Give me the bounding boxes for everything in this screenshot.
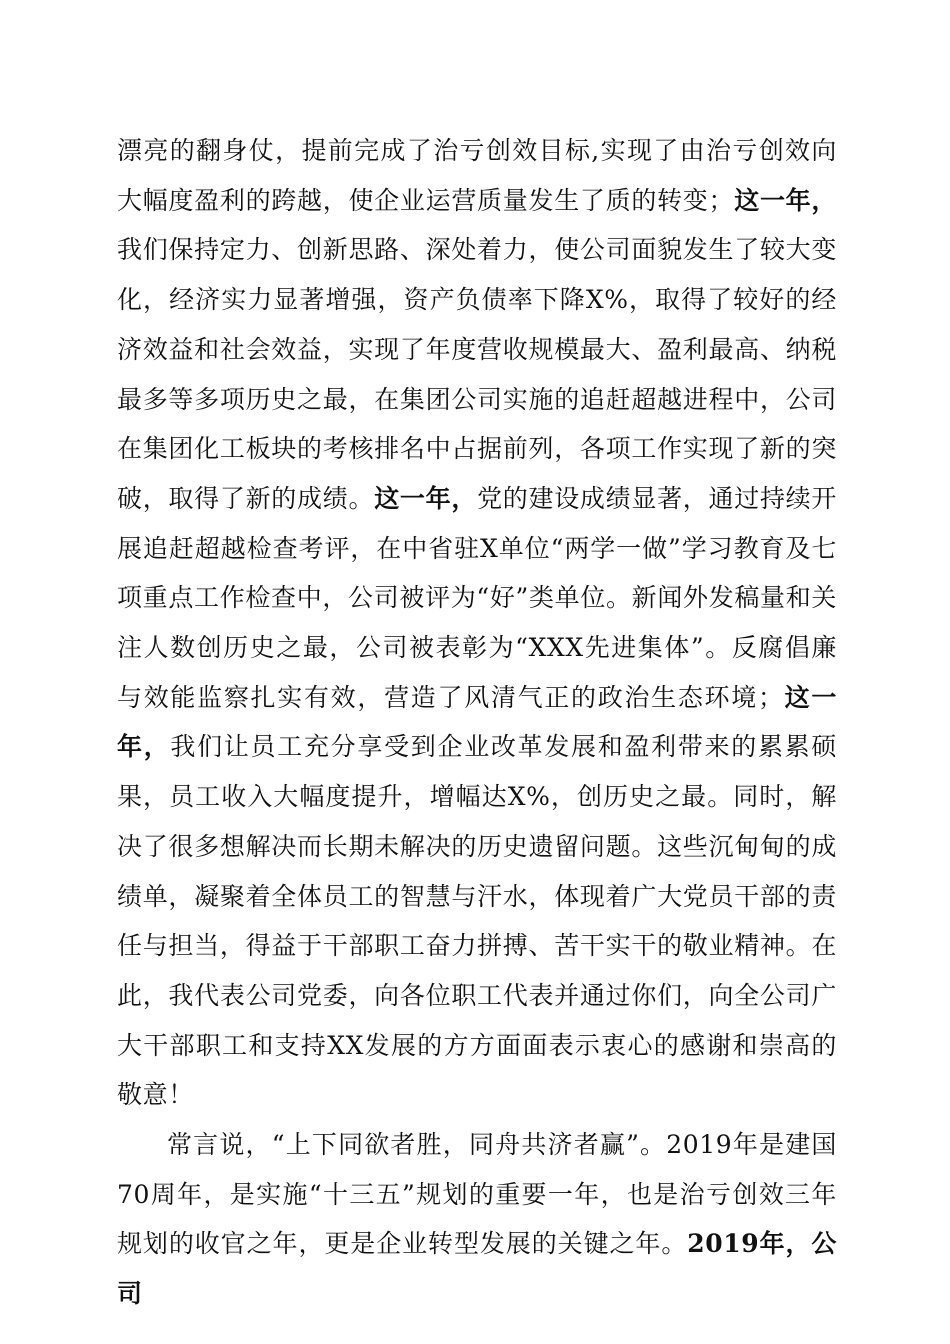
emphasis-text: 这一年，: [734, 185, 837, 215]
paragraph-text: 我们让员工充分享受到企业改革发展和盈利带来的累累硕果，员工收入大幅度提升，增幅达X%，创历史之最。同时，解决了很多想解决而长期未解决的历史遗留问题。这些沉甸甸的成绩单，凝聚着全体员工的智慧与汗水，体现着广大党员干部的责任与担当，得益于干部职工奋力拼搏、苦干实干的敬业精神。在此，我代表公司党委，向各位职工代表并通过你们，向全公司广大干部职工和支持XX发展的方方面面表示衷心的感谢和崇高的敬意！: [117, 732, 837, 1110]
emphasis-text: 2019年，公司: [117, 1229, 838, 1309]
paragraph-text: 漂亮的翻身仗，提前完成了治亏创效目标,实现了由治亏创效向大幅度盈利的跨越，使企业运营质量发生了质的转变；: [117, 136, 837, 215]
paragraph-text: 我们保持定力、创新思路、深处着力，使公司面貌发生了较大变化，经济实力显著增强，资产负债率下降X%，取得了较好的经济效益和社会效益，实现了年度营收规模最大、盈利最高、纳税最多等多项历史之最，在集团公司实施的追赶超越进程中，公司在集团化工板块的考核排名中占据前列，各项工作实现了新的突破，取得了新的成绩。: [117, 235, 837, 513]
paragraph-text: 党的建设成绩显著，通过持续开展追赶超越检查考评，在中省驻X单位“两学一做”学习教育及七项重点工作检查中，公司被评为“好”类单位。新闻外发稿量和关注人数创历史之最，公司被表彰为“XXX先进集体”。反腐倡廉与效能监察扎实有效，营造了风清气正的政治生态环境；: [117, 483, 837, 712]
paragraph-2: [117, 1120, 837, 1319]
paragraph-1: [117, 126, 837, 1120]
emphasis-text: 这一年，: [117, 682, 837, 762]
document-body: [117, 126, 837, 1319]
emphasis-text: 这一年，: [374, 483, 478, 513]
paragraph-text: 常言说，“上下同欲者胜，同舟共济者赢”。2019年是建国70周年，是实施“十三五”规划的重要一年，也是治亏创效三年规划的收官之年，更是企业转型发展的关键之年。: [117, 1130, 837, 1259]
